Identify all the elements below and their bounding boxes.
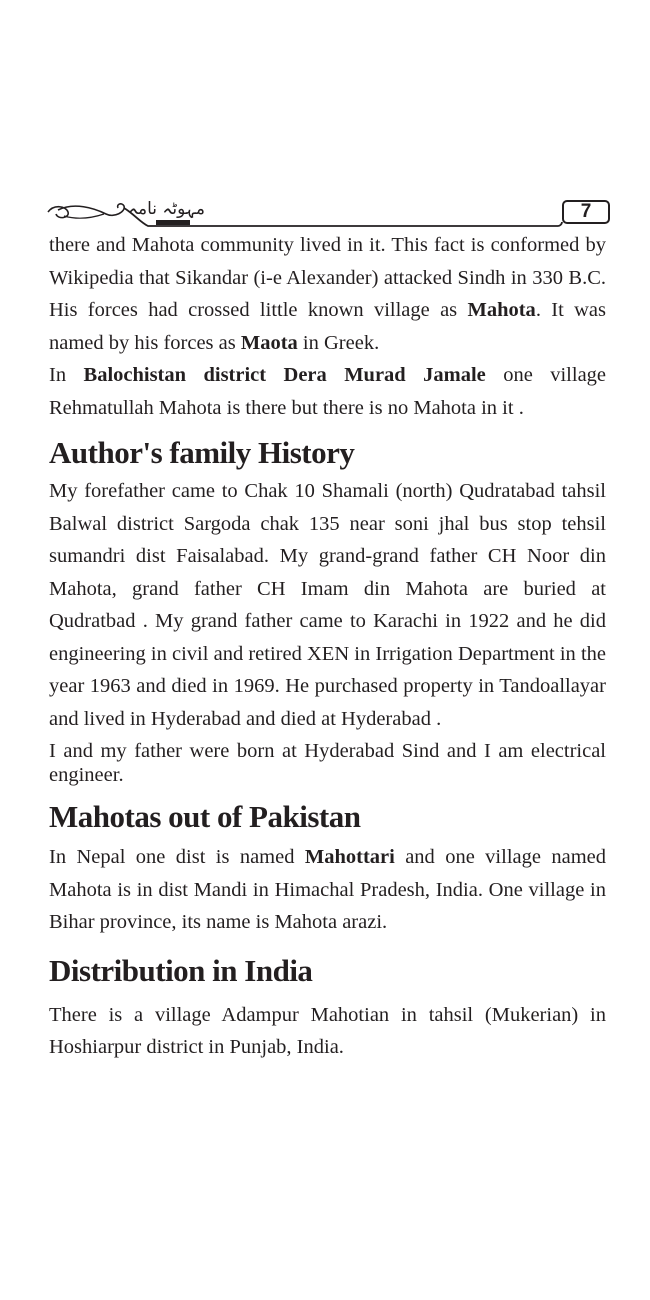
page-number: 7 [562, 200, 610, 224]
page-body [49, 229, 606, 1064]
bold-term: Mahottari [304, 846, 395, 868]
bold-term: Mahota [467, 299, 536, 321]
text-run: and one village named Mahota is in dist Mandi in Himachal Pradesh, India. One village in Bihar province, its name is Mahota arazi. [49, 846, 606, 933]
intro-paragraph-2 [49, 359, 606, 424]
family-paragraph-2: I and my father were born at Hyderabad Sind and I am electrical engineer. [49, 740, 606, 786]
intro-paragraph-1 [49, 229, 606, 359]
text-run: . It was named by his forces as [49, 299, 606, 354]
section-heading-family: Author's family History [49, 435, 355, 470]
bold-term: Maota [240, 331, 298, 354]
text-run: there and Mahota community lived in it. This fact is conformed by Wikipedia that Sikandar (i-e Alexander) attacked Sindh in 330 B.C. His forces had crossed little known village as [49, 234, 606, 321]
bold-term: Balochistan district Dera Murad Jamale [83, 364, 486, 386]
section-heading-pakistan: Mahotas out of Pakistan [49, 799, 361, 834]
section-heading-india: Distribution in India [49, 952, 313, 988]
running-header [44, 198, 610, 228]
text-run: In Nepal one dist is named [49, 846, 305, 868]
india-paragraph: There is a village Adampur Mahotian in tahsil (Mukerian) in Hoshiarpur district in Punjab, India. [49, 1003, 606, 1058]
text-run: one village Rehmatullah Mahota is there but there is no Mahota in it . [49, 364, 607, 419]
text-run: In [49, 364, 84, 386]
family-paragraph-1: My forefather came to Chak 10 Shamali (north) Qudratabad tahsil Balwal district Sargoda chak 135 near soni jhal bus stop tehsil sumandri dist Faisalabad. My grand-grand father CH Noor din Mahota, grand father CH Imam din Mahota are buried at Qudratbad . My grand father came to Karachi in 1922 and he did engineering in civil and retired XEN in Irrigation Department in the year 1963 and died in 1969. He purchased property in Tandoallayar and lived in Hyderabad and died at Hyderabad . [49, 480, 606, 730]
book-title: مہوٹہ نامہ [128, 199, 205, 219]
pakistan-paragraph [49, 841, 606, 939]
text-run: in Greek. [297, 331, 380, 354]
